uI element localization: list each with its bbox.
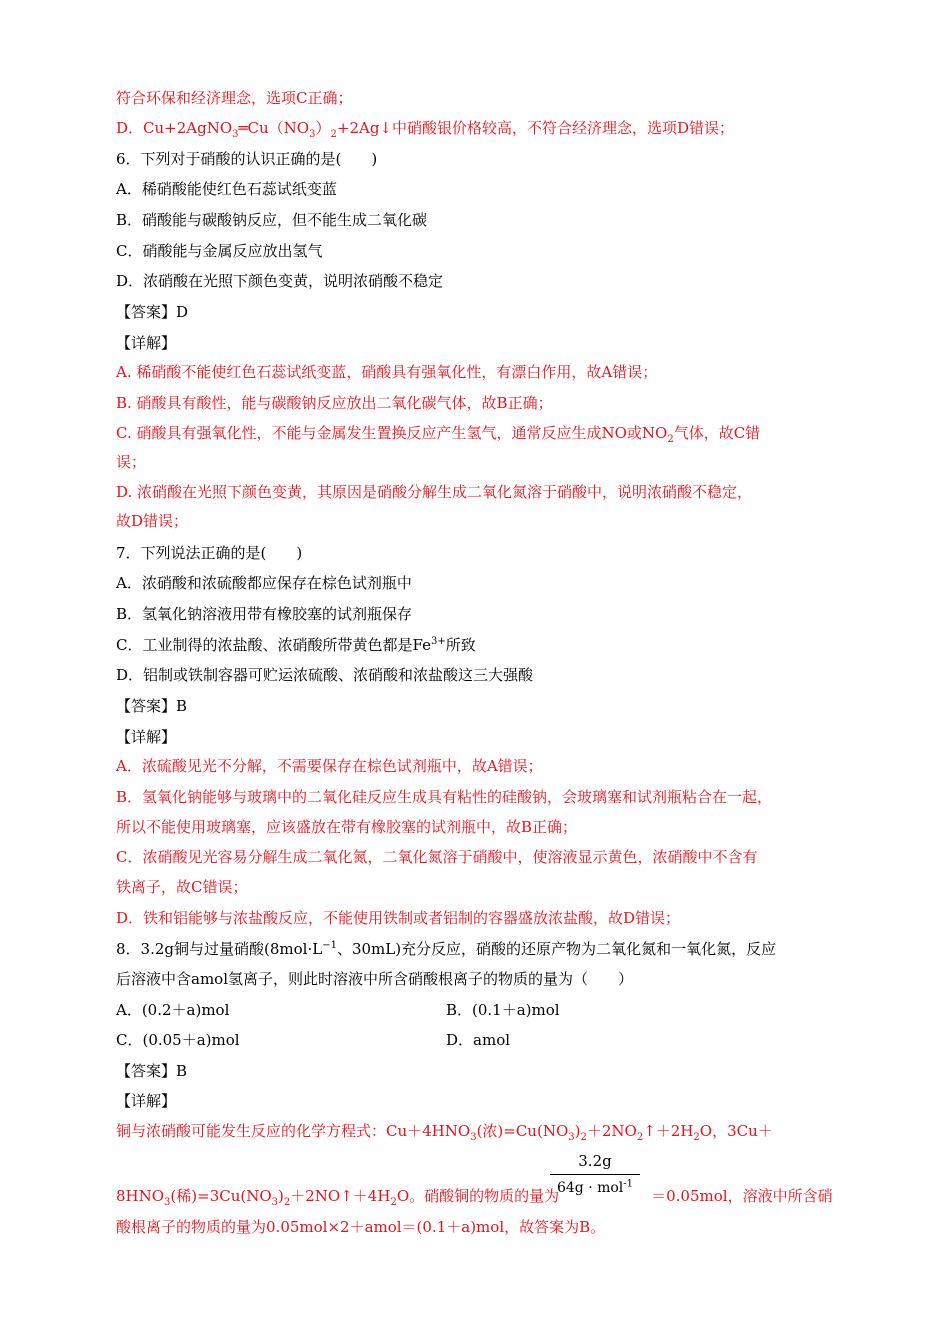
q7-exp-c2: 铁离子，故C错误； <box>116 878 248 896</box>
sub: 3 <box>271 1197 279 1208</box>
q7-option-a: A．浓硝酸和浓硫酸都应保存在棕色试剂瓶中 <box>116 574 412 592</box>
q8-stem1-post: 、30mL)充分反应，硝酸的还原产物为二氧化氮和一氧化氮，反应 <box>336 940 777 958</box>
q8-equation-1 <box>116 1121 773 1141</box>
sub: 3 <box>164 1197 171 1208</box>
q6-exp-c <box>116 423 760 443</box>
q6-option-a: A．稀硝酸能使红色石蕊试纸变蓝 <box>116 180 337 198</box>
q7-exp-b2: 所以不能使用玻璃塞，应该盛放在带有橡胶塞的试剂瓶中，故B正确； <box>116 818 578 836</box>
q6-exp-c-pre: C. 硝酸具有强氧化性，不能与金属发生置换反应产生氢气，通常反应生成NO或NO <box>116 424 668 442</box>
q8-eq2-d: ＋2NO↑＋4H <box>290 1187 391 1205</box>
sub: 2 <box>283 1197 291 1208</box>
frac-den-text: 64g · mol <box>556 1180 624 1196</box>
sub: 2 <box>580 1132 587 1143</box>
q6-option-c: C．硝酸能与金属反应放出氢气 <box>116 242 323 260</box>
q8-answer: 【答案】B <box>116 1062 188 1080</box>
q8-eq1-b: (浓)=Cu(NO <box>476 1122 569 1140</box>
q7-exp-d: D．铁和铝能够与浓盐酸反应，不能使用铁制或者铝制的容器盛放浓盐酸，故D错误； <box>116 909 681 927</box>
q6-option-b: B．硝酸能与碳酸钠反应，但不能生成二氧化碳 <box>116 211 428 229</box>
q8-option-b: B．(0.1＋a)mol <box>446 1001 560 1019</box>
sup: -1 <box>623 1178 634 1190</box>
q8-option-c: C．(0.05＋a)mol <box>116 1031 240 1049</box>
q6-exp-c-post: 气体，故C错 <box>673 424 761 442</box>
q8-equation-2 <box>116 1186 833 1206</box>
q6-stem: 6．下列对于硝酸的认识正确的是( ) <box>116 150 378 168</box>
prev-explanation-d <box>116 118 734 138</box>
q8-stem-1 <box>116 939 776 959</box>
q6-exp-b: B. 硝酸具有酸性，能与碳酸钠反应放出二氧化碳气体，故B正确； <box>116 394 553 412</box>
sup: −1 <box>322 940 337 951</box>
q8-detail-label: 【详解】 <box>116 1092 177 1110</box>
q8-stem1-pre: 8．3.2g铜与过量硝酸(8mol·L <box>116 940 323 958</box>
q6-option-d: D．浓硝酸在光照下颜色变黄，说明浓硝酸不稳定 <box>116 272 444 290</box>
sub: 3 <box>232 129 239 140</box>
q7-opt-c-post: 所致 <box>445 636 476 654</box>
q7-opt-c-pre: C．工业制得的浓盐酸、浓硝酸所带黄色都是Fe <box>116 636 431 654</box>
sub: 2 <box>330 129 337 140</box>
prev-d-mid2: ） <box>315 119 331 137</box>
sub: 2 <box>390 1197 397 1208</box>
q7-stem: 7．下列说法正确的是( ) <box>116 544 303 562</box>
q7-detail-label: 【详解】 <box>116 728 177 746</box>
sub: 3 <box>568 1132 575 1143</box>
q8-eq2-a: 8HNO <box>116 1187 165 1205</box>
fraction-numerator: 3.2g <box>578 1152 612 1170</box>
sub: 2 <box>693 1132 700 1143</box>
prev-d-mid: ═Cu（NO <box>238 119 310 137</box>
q8-eq1-f: O，3Cu＋ <box>699 1122 773 1140</box>
q8-eq1-d: ＋2NO <box>586 1122 637 1140</box>
sub: 2 <box>667 434 674 445</box>
q6-answer: 【答案】D <box>116 303 189 321</box>
prev-d-pre: D．Cu+2AgNO <box>116 119 233 137</box>
q7-exp-b1: B．氢氧化钠能够与玻璃中的二氧化硅反应生成具有粘性的硅酸钠，会玻璃塞和试剂瓶粘合在一起， <box>116 788 773 806</box>
q8-eq2-f: ＝0.05mol，溶液中所含硝 <box>651 1187 833 1205</box>
q7-option-c <box>116 635 476 655</box>
q7-answer: 【答案】B <box>116 697 188 715</box>
q8-stem-2: 后溶液中含amol氢离子，则此时溶液中所含硝酸根离子的物质的量为（ ） <box>116 970 633 988</box>
q6-exp-d2: 故D错误； <box>116 512 189 530</box>
q7-option-d: D．铝制或铁制容器可贮运浓硫酸、浓硝酸和浓盐酸这三大强酸 <box>116 666 534 684</box>
q7-option-b: B．氢氧化钠溶液用带有橡胶塞的试剂瓶保存 <box>116 605 413 623</box>
prev-d-post: +2Ag↓中硝酸银价格较高，不符合经济理念，选项D错误； <box>336 119 735 137</box>
q6-exp-d1: D. 浓硝酸在光照下颜色变黄，其原因是硝酸分解生成二氧化氮溶于硝酸中，说明浓硝酸不稳定， <box>116 483 753 501</box>
sub: 2 <box>636 1132 644 1143</box>
q7-exp-a: A．浓硫酸见光不分解，不需要保存在棕色试剂瓶中，故A错误； <box>116 757 543 775</box>
q7-exp-c1: C．浓硝酸见光容易分解生成二氧化氮，二氧化氮溶于硝酸中，使溶液显示黄色，浓硝酸中不含有 <box>116 848 758 866</box>
sup: 3+ <box>430 636 446 647</box>
q8-option-d: D．amol <box>446 1031 511 1049</box>
q6-exp-a: A. 稀硝酸不能使红色石蕊试纸变蓝，硝酸具有强氧化性，有漂白作用，故A错误； <box>116 363 658 381</box>
fraction-bar <box>550 1174 640 1175</box>
q6-detail-label: 【详解】 <box>116 334 177 352</box>
sub: 3 <box>309 129 316 140</box>
prev-line1: 符合环保和经济理念，选项C正确； <box>116 89 353 107</box>
q8-eq1-e: ↑＋2H <box>643 1122 694 1140</box>
q8-eq1-c: ) <box>574 1122 581 1140</box>
q8-eq1-a: 铜与浓硝酸可能发生反应的化学方程式：Cu＋4HNO <box>116 1122 471 1140</box>
q8-eq2-b: (稀)=3Cu(NO <box>170 1187 272 1205</box>
q8-eq2-c: ) <box>278 1187 284 1205</box>
q8-equation-3: 酸根离子的物质的量为0.05mol×2＋amol＝(0.1＋a)mol，故答案为B。 <box>116 1218 606 1236</box>
q8-eq2-e: O。硝酸铜的物质的量为 <box>396 1187 560 1205</box>
q6-exp-c-cont: 误； <box>116 453 147 471</box>
prev-explanation-c <box>116 88 352 108</box>
sub: 3 <box>470 1132 477 1143</box>
q8-option-a: A．(0.2＋a)mol <box>116 1001 230 1019</box>
